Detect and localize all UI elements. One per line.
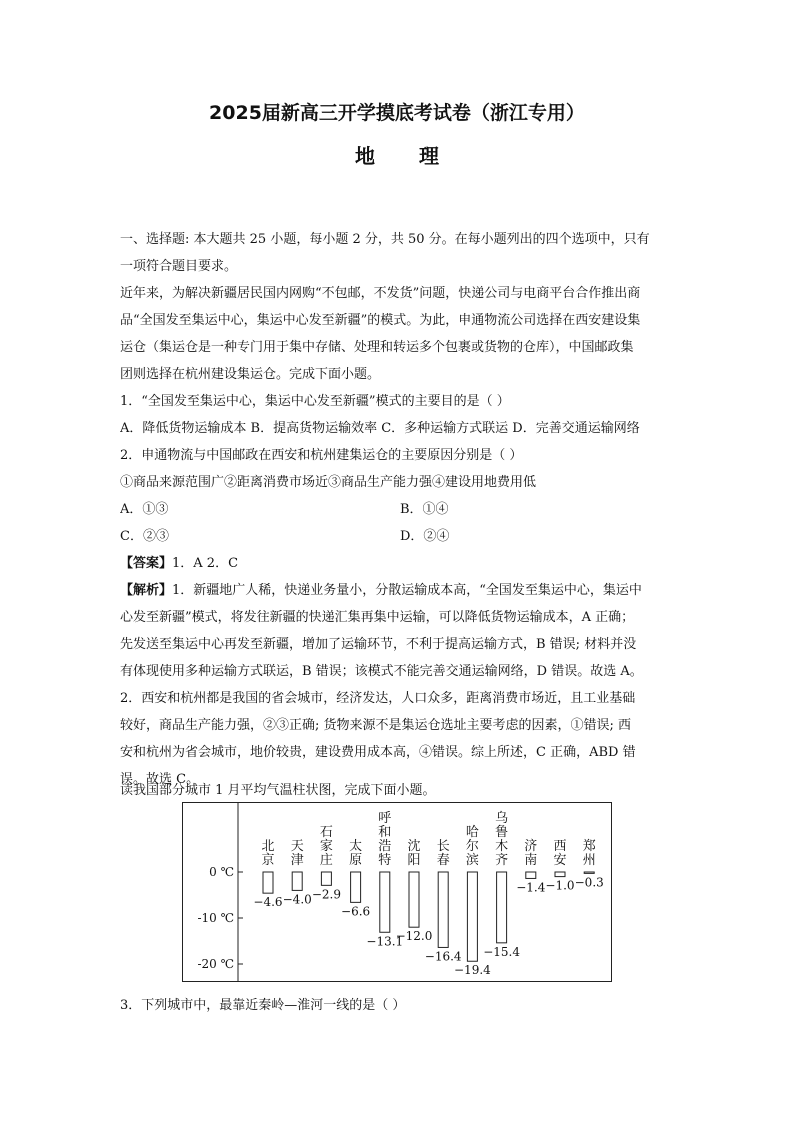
passage-line-1: 近年来，为解决新疆居民国内网购“不包邮，不发货”问题，快递公司与电商平台合作推出商 — [120, 286, 641, 301]
analysis-line-4: 有体现使用多种运输方式联运，B 错误；该模式不能完善交通运输网络，D 错误。故选 A。 — [120, 664, 643, 679]
bar — [380, 872, 390, 932]
analysis-line-8: 误。故选 C。 — [120, 772, 200, 787]
value-label: −12.0 — [395, 929, 433, 944]
category-label: 北京 — [261, 839, 275, 868]
category-label: 太原 — [349, 839, 363, 868]
category-label: 哈尔滨 — [465, 825, 479, 868]
passage-line-3: 运仓（集运仓是一种专门用于集中存储、处理和转运多个包裹或货物的仓库），中国邮政集 — [120, 340, 634, 355]
exam-title: 2025届新高三开学摸底考试卷（浙江专用） — [209, 102, 585, 124]
value-label: −16.4 — [424, 949, 462, 964]
question-2-statements: ①商品来源范围广②距离消费市场近③商品生产能力强④建设用地费用低 — [120, 475, 537, 490]
question-1-stem: 1．“全国发至集运中心，集运中心发至新疆”模式的主要目的是（ ） — [120, 394, 510, 409]
bar — [467, 872, 477, 961]
section-instructions-line-2: 一项符合题目要求。 — [120, 259, 238, 274]
value-label: −1.0 — [545, 878, 575, 893]
category-label: 济南 — [524, 839, 538, 868]
value-label: −4.0 — [282, 892, 312, 907]
question-2-option-d: D．②④ — [400, 529, 450, 544]
value-label: −6.6 — [341, 904, 371, 919]
category-label: 呼和浩特 — [378, 811, 392, 868]
bar — [555, 872, 565, 877]
temperature-bar-chart — [182, 802, 612, 982]
bar — [351, 872, 361, 902]
analysis-line-1 — [120, 582, 680, 600]
analysis-line-6: 较好，商品生产能力强，②③正确; 货物来源不是集运仓选址主要考虑的因素，①错误; 西 — [120, 718, 632, 733]
value-label: −15.4 — [483, 944, 520, 959]
value-label: −1.4 — [516, 880, 546, 895]
category-label: 乌鲁木齐 — [495, 811, 509, 868]
bar — [263, 872, 273, 893]
value-label: −13.1 — [366, 934, 404, 949]
analysis-label: 【解析】 — [120, 583, 173, 598]
analysis-text-1: 1．新疆地广人稀，快递业务量小，分散运输成本高，“全国发至集运中心，集运中 — [172, 583, 642, 598]
question-1-options: A．降低货物运输成本 B．提高货物运输效率 C．多种运输方式联运 D．完善交通运输网络 — [120, 421, 640, 436]
answer-label: 【答案】 — [120, 556, 173, 571]
subject-title: 地理 — [355, 144, 483, 168]
category-label: 郑州 — [582, 839, 596, 868]
bar — [526, 872, 536, 878]
bar — [497, 872, 507, 943]
bar — [584, 872, 594, 873]
value-label: −2.9 — [311, 887, 341, 902]
answer-text: 1．A 2．C — [172, 556, 239, 571]
passage-line-2: 品“全国发至集运中心，集运中心发至新疆”的模式。为此，申通物流公司选择在西安建设集 — [120, 313, 641, 328]
value-label: −4.6 — [253, 895, 283, 910]
question-2-option-c: C．②③ — [120, 529, 169, 544]
answer-line — [120, 555, 680, 573]
analysis-line-5: 2．西安和杭州都是我国的省会城市，经济发达，人口众多，距离消费市场近，且工业基础 — [120, 691, 636, 706]
value-label: −0.3 — [574, 875, 604, 890]
y-tick-label: -20 ℃ — [197, 957, 234, 971]
bar — [292, 872, 302, 890]
category-label: 石家庄 — [319, 825, 333, 868]
question-2-option-b: B．①④ — [400, 502, 449, 517]
section-instructions-line-1: 一、选择题: 本大题共 25 小题，每小题 2 分，共 50 分。在每小题列出的四个选项中，只有 — [120, 232, 650, 247]
question-3-stem: 3．下列城市中，最靠近秦岭—淮河一线的是（ ） — [120, 998, 406, 1013]
question-2-stem: 2．申通物流与中国邮政在西安和杭州建集运仓的主要原因分别是（ ） — [120, 448, 523, 463]
passage-line-4: 团则选择在杭州建设集运仓。完成下面小题。 — [120, 367, 381, 382]
category-label: 长春 — [436, 839, 450, 868]
y-tick-label: -10 ℃ — [197, 911, 234, 925]
bar — [409, 872, 419, 927]
category-label: 西安 — [553, 839, 567, 868]
bar — [438, 872, 448, 947]
chart-intro: 读我国部分城市 1 月平均气温柱状图，完成下面小题。 — [120, 783, 436, 798]
bar — [321, 872, 331, 885]
analysis-line-7: 安和杭州为省会城市，地价较贵，建设费用成本高，④错误。综上所述，C 正确，ABD 错 — [120, 745, 636, 760]
category-label: 天津 — [290, 839, 304, 868]
question-2-option-a: A．①③ — [120, 502, 169, 517]
analysis-line-2: 心发至新疆”模式，将发往新疆的快递汇集再集中运输，可以降低货物运输成本，A 正确； — [120, 610, 635, 625]
value-label: −19.4 — [454, 963, 491, 978]
y-tick-label: 0 ℃ — [209, 865, 234, 879]
category-label: 沈阳 — [407, 839, 421, 868]
analysis-line-3: 先发送至集运中心再发至新疆，增加了运输环节，不利于提高运输方式，B 错误; 材料并没 — [120, 637, 637, 652]
